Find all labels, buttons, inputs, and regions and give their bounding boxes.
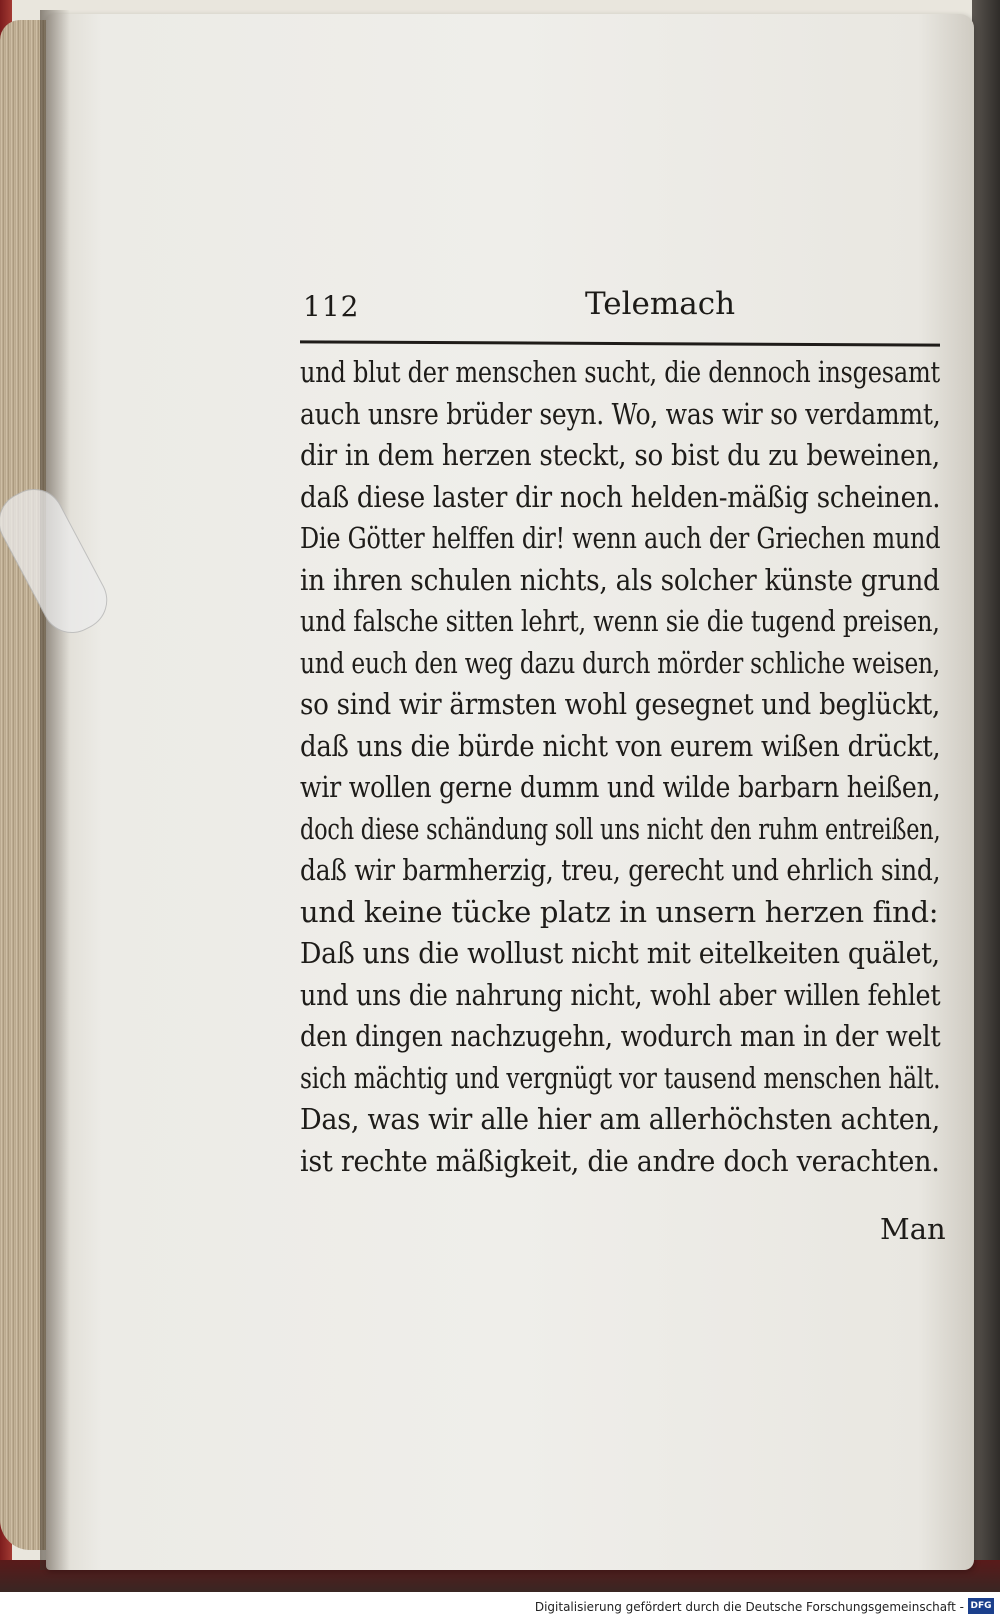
text-line: daß wir barmherzig, treu, gerecht und ehrlich sind, bbox=[300, 853, 941, 887]
dfg-logo: DFG bbox=[968, 1598, 994, 1614]
text-line: Die Götter helffen dir! wenn auch der Griechen mund bbox=[300, 521, 941, 555]
funding-credit: Digitalisierung gefördert durch die Deutsche Forschungsgemeinschaft - bbox=[534, 1600, 964, 1614]
running-head: Telemach bbox=[585, 286, 736, 322]
text-line: daß diese laster dir noch helden-mäßig scheinen. bbox=[300, 479, 941, 514]
page-number: 112 bbox=[303, 290, 360, 323]
verse-text-block bbox=[300, 352, 940, 1182]
text-line: und euch den weg dazu durch mörder schliche weisen, bbox=[300, 645, 940, 680]
text-line: auch unsre brüder seyn. Wo, was wir so verdammt, bbox=[300, 396, 941, 431]
text-line: sich mächtig und vergnügt vor tausend menschen hält. bbox=[300, 1060, 941, 1095]
text-line: wir wollen gerne dumm und wilde barbarn heißen, bbox=[300, 770, 941, 804]
text-line: Das, was wir alle hier am allerhöchsten achten, bbox=[300, 1102, 941, 1136]
text-line: doch diese schändung soll uns nicht den ruhm entreißen, bbox=[300, 811, 941, 846]
gutter-shadow bbox=[40, 10, 70, 1570]
text-line: ist rechte mäßigkeit, die andre doch verachten. bbox=[300, 1143, 940, 1178]
text-line: daß uns die bürde nicht von eurem wißen drückt, bbox=[300, 728, 941, 763]
text-line: und keine tücke platz in unsern herzen find: bbox=[300, 894, 939, 929]
text-line: und uns die nahrung nicht, wohl aber willen fehlet bbox=[300, 977, 941, 1012]
text-line: dir in dem herzen steckt, so bist du zu beweinen, bbox=[300, 438, 940, 472]
right-background bbox=[972, 0, 1000, 1592]
catchword: Man bbox=[880, 1212, 946, 1246]
text-line: in ihren schulen nichts, als solcher künste grund bbox=[300, 562, 940, 597]
text-line: Daß uns die wollust nicht mit eitelkeiten quälet, bbox=[300, 936, 940, 970]
text-line: so sind wir ärmsten wohl gesegnet und beglückt, bbox=[300, 687, 941, 721]
text-line: den dingen nachzugehn, wodurch man in der welt bbox=[300, 1019, 941, 1053]
text-line: und blut der menschen sucht, die dennoch insgesamt bbox=[300, 355, 940, 389]
text-line: und falsche sitten lehrt, wenn sie die tugend preisen, bbox=[300, 604, 940, 638]
